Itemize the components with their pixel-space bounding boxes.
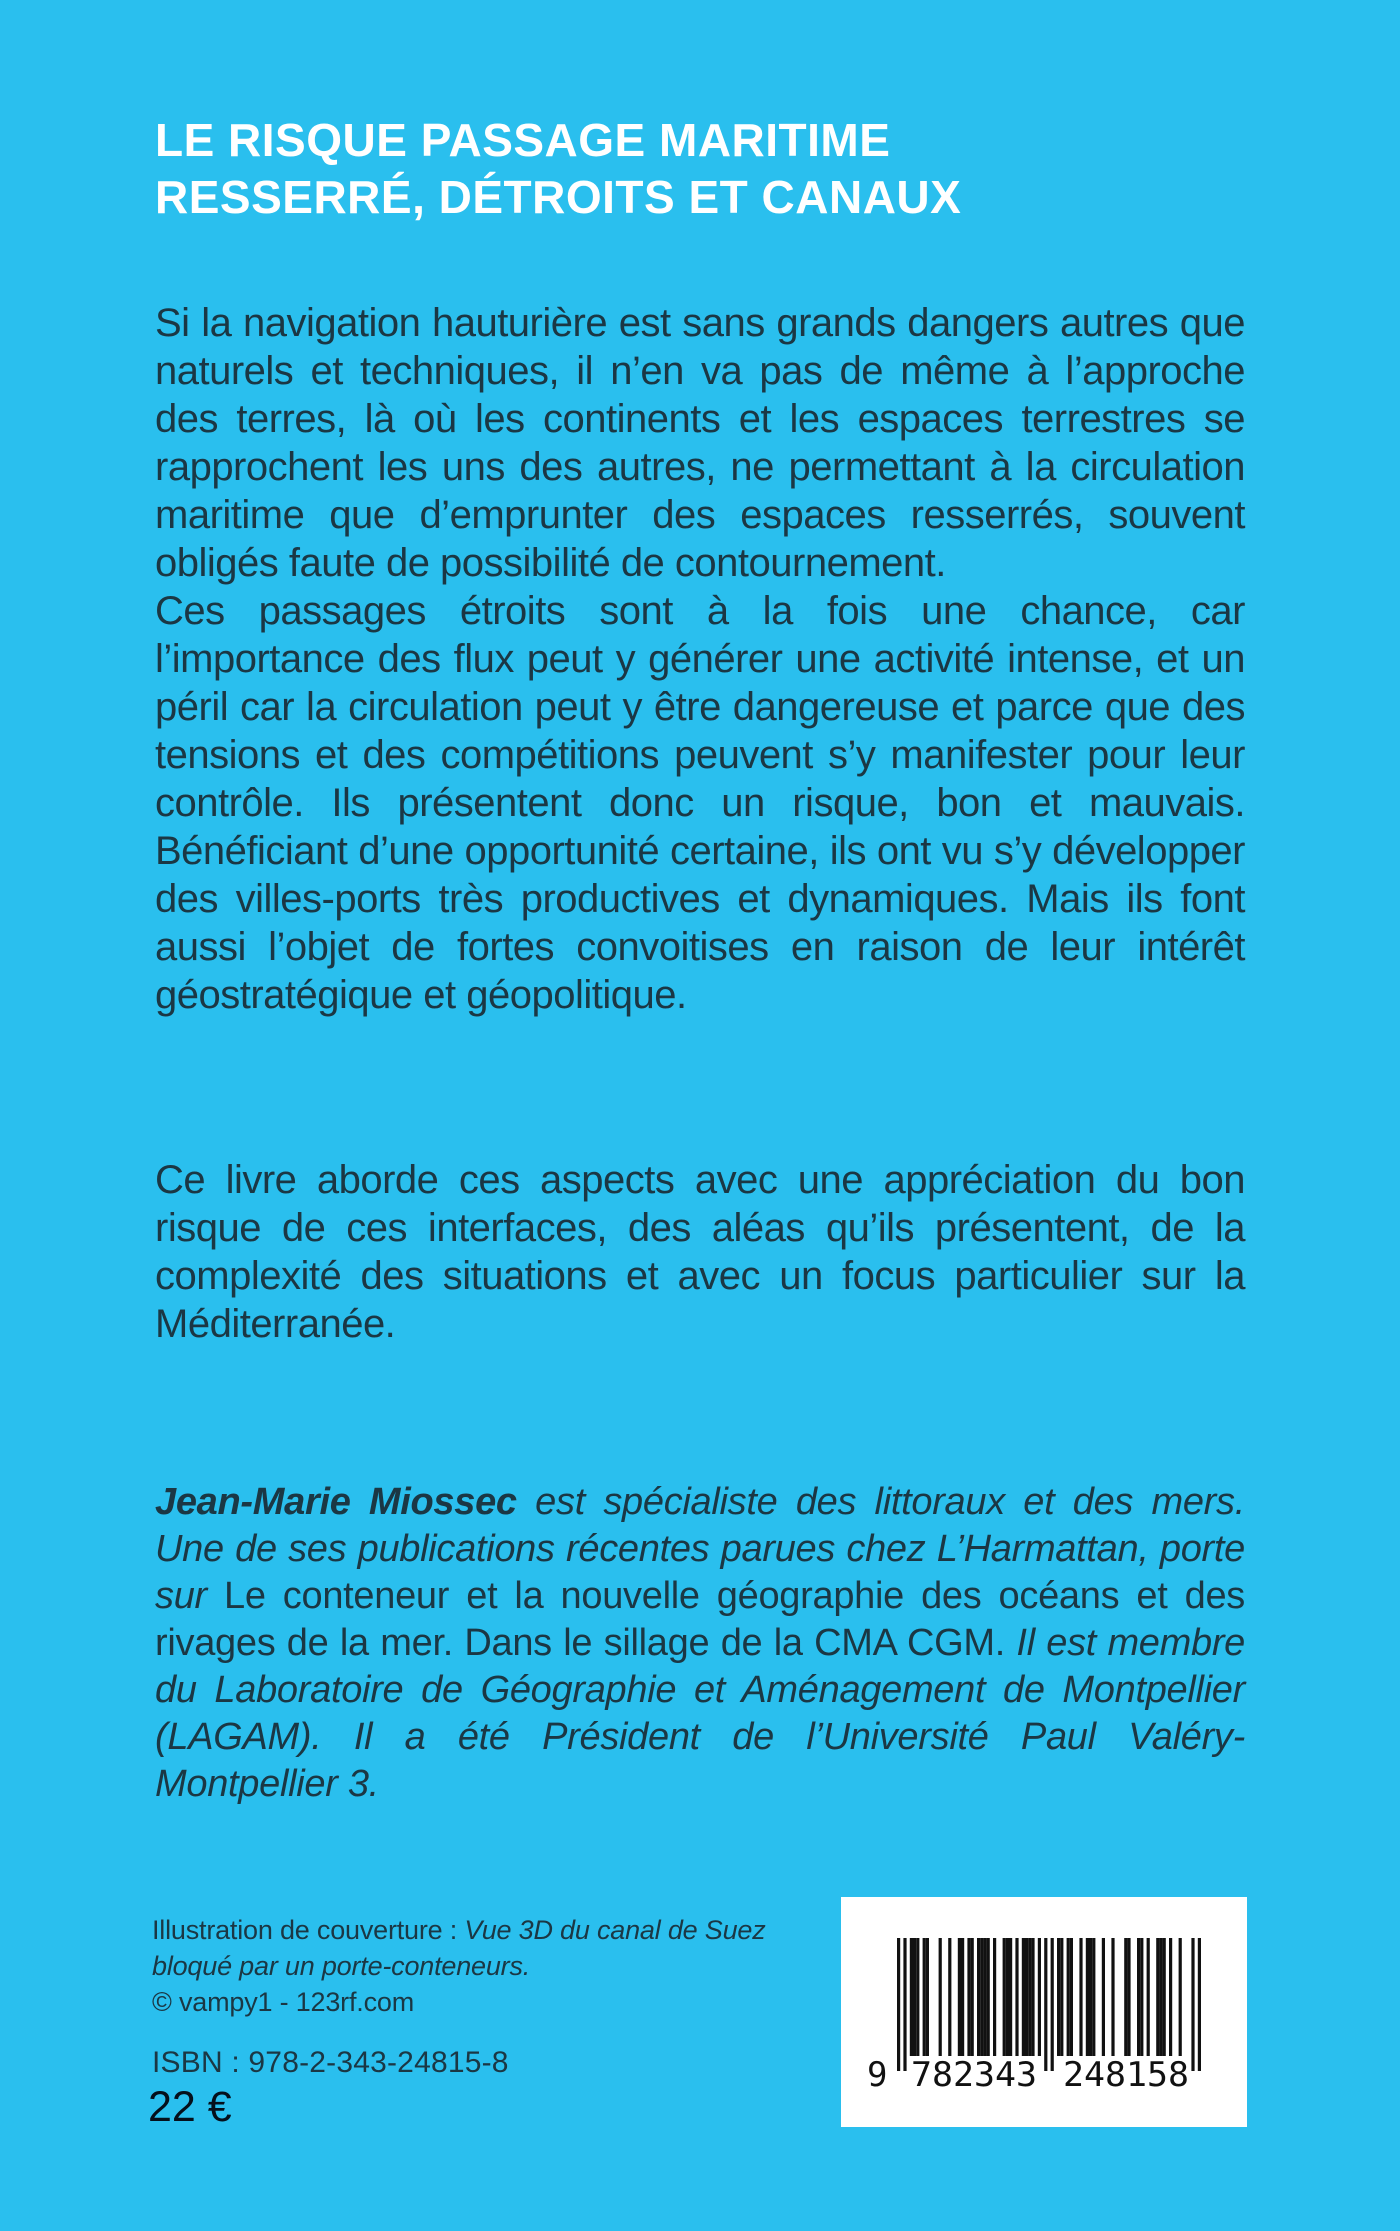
ean13-barcode (861, 1938, 1206, 2093)
illustration-copyright: © vampy1 - 123rf.com (152, 1987, 414, 2017)
synopsis-paragraph-2: Ces passages étroits sont à la fois une chance, car l’importance des flux peut y générer une activité intense, et un péril car la circulation peut y être dangereuse et parce que des tensions et des compétitions peuvent s’y manifester pour leur contrôle. Ils présentent donc un risque, bon et mauvais. Bénéficiant d’une opportunité certaine, ils ont vu s’y développer des villes-ports très productives et dynamiques. Mais ils font aussi l’objet de fortes convoitises en raison de leur intérêt géostratégique et géopolitique. (155, 589, 1245, 1017)
author-bio-text: Jean-Marie Miossec est spécialiste des littoraux et des mers. Une de ses publications récentes parues chez L’Harmattan, porte sur Le conteneur et la nouvelle géographie des océans et des rivages de la mer. Dans le sillage de la CMA CGM. Il est membre du Laboratoire de Géographie et Aménagement de Montpellier (LAGAM). Il a été Président de l’Université Paul Valéry-Montpellier 3. (155, 1481, 1246, 1805)
svg-text:9: 9 (867, 2055, 888, 2095)
svg-text:248158: 248158 (1063, 2055, 1189, 2095)
synopsis-paragraph-3-block (155, 1156, 1245, 1348)
book-title (155, 112, 961, 226)
cover-illustration-credit (152, 1912, 802, 2020)
price-text: 22 € (148, 2083, 232, 2131)
book-title-line-1: LE RISQUE PASSAGE MARITIME (155, 114, 891, 166)
barcode (841, 1897, 1247, 2127)
svg-text:782343: 782343 (911, 2055, 1037, 2095)
author-bio (155, 1441, 1245, 1846)
isbn-text: ISBN : 978-2-343-24815-8 (152, 2046, 509, 2079)
synopsis-paragraph-1: Si la navigation hauturière est sans grands dangers autres que naturels et techniques, il n’en va pas de même à l’approche des terres, là où les continents et les espaces terrestres se rapprochent les uns des autres, ne permettant à la circulation maritime que d’emprunter des espaces resserrés, souvent obligés faute de possibilité de contournement. (155, 301, 1245, 585)
illustration-credit-text: Illustration de couverture : Vue 3D du canal de Suez bloqué par un porte-conteneurs. (152, 1915, 766, 1981)
synopsis (155, 299, 1245, 1019)
book-title-line-2: RESSERRÉ, DÉTROITS ET CANAUX (155, 171, 962, 223)
synopsis-paragraph-3: Ce livre aborde ces aspects avec une appréciation du bon risque de ces interfaces, des aléas qu’ils présentent, de la complexité des situations et avec un focus particulier sur la Méditerranée. (155, 1158, 1245, 1346)
